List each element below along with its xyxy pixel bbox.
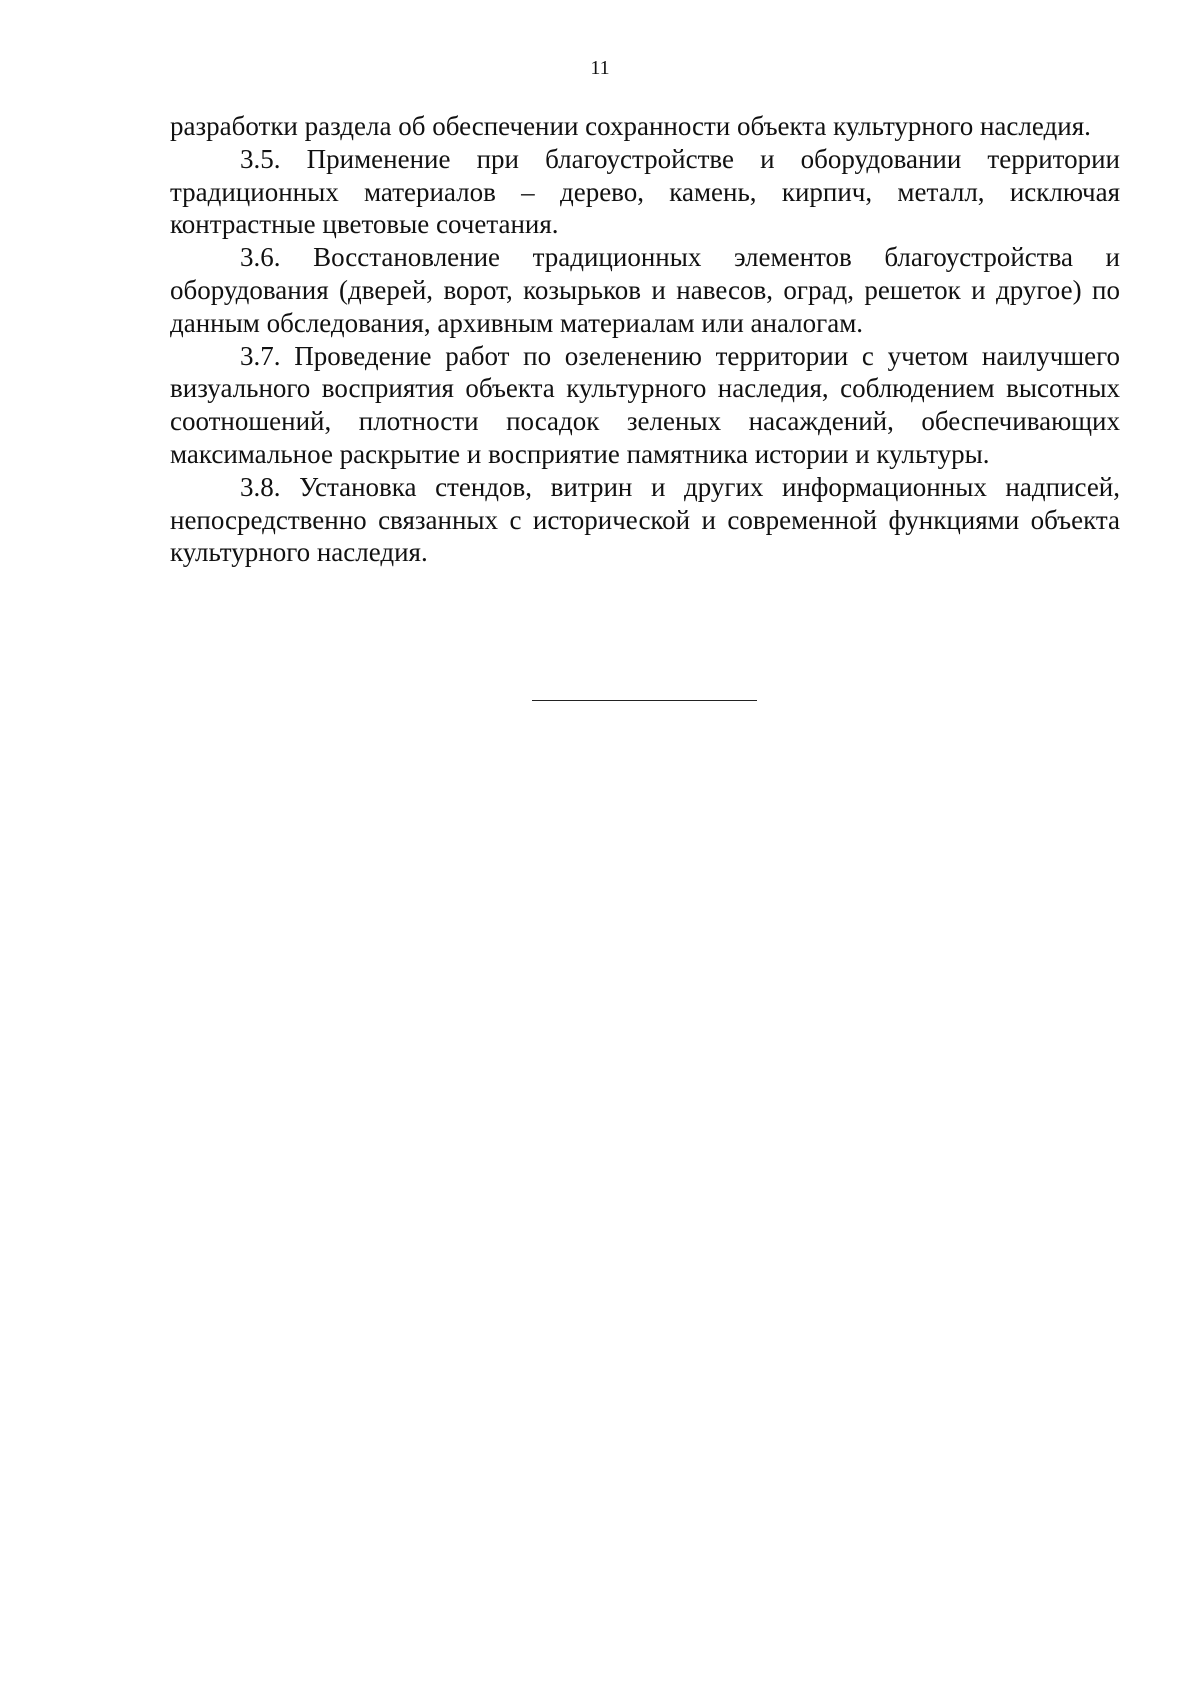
paragraph-continuation: разработки раздела об обеспечении сохранности объекта культурного наследия. [170,111,1091,141]
document-body [170,110,1120,569]
paragraph-3-6: 3.6. Восстановление традиционных элементов благоустройства и оборудования (дверей, ворот, козырьков и навесов, оград, решеток и другое) по данным обследования, архивным материалам или аналогам. [170,242,1120,338]
end-of-document-rule [532,700,757,701]
paragraph-3-8: 3.8. Установка стендов, витрин и других информационных надписей, непосредственно связанных с исторической и современной функциями объекта культурного наследия. [170,471,1120,568]
paragraph-3-7: 3.7. Проведение работ по озеленению территории с учетом наилучшего визуального восприятия объекта культурного наследия, соблюдением высотных соотношений, плотности посадок зеленых насаждений, обеспечивающих максимальное раскрытие и восприятие памятника истории и культуры. [170,340,1120,469]
page-number: 11 [590,57,610,79]
paragraph-3-5: 3.5. Применение при благоустройстве и оборудовании территории традиционных материалов – дерево, камень, кирпич, металл, исключая контрастные цветовые сочетания. [170,143,1120,240]
